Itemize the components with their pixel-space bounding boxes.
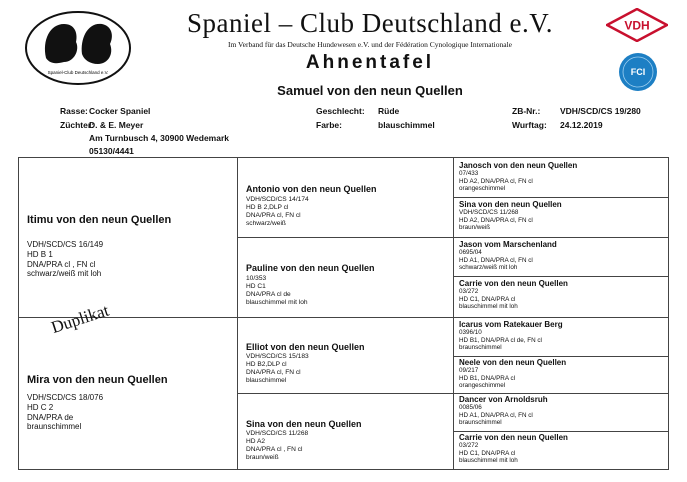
farbe-value: blauschimmel [378,120,435,130]
pedigree-detail: blauschimmel [246,377,287,385]
club-subtitle: Im Verband für das Deutsche Hundewesen e.V. und der Fédération Cynologique Internationale [227,40,513,49]
fci-logo [618,52,658,92]
pedigree-detail: braunschimmel [459,344,502,352]
pedigree-great-grandparent [453,431,669,470]
pedigree-detail: HD A2, DNA/PRA cl, FN cl [459,177,533,185]
pedigree-name: Sina von den neun Quellen [459,200,562,209]
pedigree-detail: HD C1, DNA/PRA cl [459,449,516,457]
pedigree-name: Janosch von den neun Quellen [459,161,578,170]
pedigree-detail: 03/272 [459,288,479,295]
pedigree-great-grandparent [453,393,669,432]
pedigree-detail: braunschimmel [459,419,502,427]
zuechter-label: Züchter: [60,120,94,130]
pedigree-detail: orangeschimmel [459,185,506,193]
breeder-phone: 05130/4441 [89,146,134,156]
pedigree-detail: HD A1, DNA/PRA cl, FN cl [459,411,533,419]
pedigree-great-grandparent [453,157,669,198]
farbe-label: Farbe: [316,120,342,130]
pedigree-name: Sina von den neun Quellen [246,419,362,429]
club-name: Spaniel – Club Deutschland e.V. [187,8,553,38]
geschlecht-value: Rüde [378,106,400,116]
pedigree-detail: DNA/PRA cl de [246,291,291,299]
rasse-label: Rasse: [60,106,88,116]
pedigree-grandparent [237,317,454,394]
pedigree-detail: blauschimmel mit loh [459,303,518,311]
pedigree-grandparent [237,393,454,470]
pedigree-detail: 03/272 [459,442,479,449]
duplikat-stamp: Duplikat [48,300,112,338]
pedigree-detail: HD B1, DNA/PRA cl de, FN cl [459,336,542,344]
vdh-logo-text: VDH [624,18,650,33]
pedigree-great-grandparent [453,237,669,277]
zb-label: ZB-Nr.: [512,106,541,116]
pedigree-detail: schwarz/weiß mit loh [459,264,518,272]
pedigree-detail: 0396/10 [459,329,482,336]
club-logo-text: Spaniel-Club Deutschland e.V. [47,70,109,75]
pedigree-name: Antonio von den neun Quellen [246,184,377,194]
pedigree-detail: blauschimmel mit loh [246,299,308,307]
pedigree-detail: HD A2, DNA/PRA cl, FN cl [459,216,533,224]
pedigree-detail: HD A2 [246,438,266,446]
pedigree-grandparent [237,237,454,318]
pedigree-detail: schwarz/weiß [246,220,286,228]
pedigree-detail: HD C 2 [27,402,54,412]
breeder-address: Am Turnbusch 4, 30900 Wedemark [89,133,229,143]
pedigree-detail: 10/353 [246,275,267,282]
pedigree-detail: 0085/06 [459,404,482,411]
dog-name: Samuel von den neun Quellen [277,83,463,98]
pedigree-detail: DNA/PRA cl, FN cl [246,369,301,377]
pedigree-detail: HD B 1 [27,249,53,259]
pedigree-detail: VDH/SCD/CS 18/076 [27,393,104,402]
pedigree-name: Mira von den neun Quellen [27,374,168,386]
pedigree-name: Elliot von den neun Quellen [246,342,365,352]
pedigree-detail: braun/weiß [459,224,491,232]
pedigree-detail: VDH/SCD/CS 16/149 [27,240,104,249]
wurftag-label: Wurftag: [512,120,547,130]
pedigree-detail: DNA/PRA cl, FN cl [246,212,301,220]
pedigree-name: Dancer von Arnoldsruh [459,395,548,404]
pedigree-detail: VDH/SCD/CS 14/174 [246,196,309,203]
pedigree-detail: HD C1, DNA/PRA cl [459,295,516,303]
fci-logo-text: FCI [630,67,646,77]
pedigree-detail: HD B1, DNA/PRA cl [459,374,515,382]
pedigree-detail: DNA/PRA de [27,412,74,422]
pedigree-name: Neele von den neun Quellen [459,358,567,367]
pedigree-detail: HD B 2,DLP cl [246,204,289,212]
pedigree-name: Carrie von den neun Quellen [459,279,568,288]
pedigree-great-grandparent [453,197,669,238]
vdh-logo [606,8,668,42]
pedigree-sire [18,157,238,318]
zb-value: VDH/SCD/CS 19/280 [560,106,641,116]
pedigree-detail: schwarz/weiß mit loh [27,269,102,279]
pedigree-detail: VDH/SCD/CS 11/268 [459,209,519,216]
pedigree-name: Itimu von den neun Quellen [27,214,172,226]
pedigree-name: Jason vom Marschenland [459,240,557,249]
pedigree-dam [18,317,238,470]
pedigree-name: Icarus vom Ratekauer Berg [459,320,563,329]
document-title: Ahnentafel [305,52,435,73]
pedigree-detail: HD A1, DNA/PRA cl, FN cl [459,256,533,264]
pedigree-detail: braunschimmel [27,422,82,432]
pedigree-detail: HD B2,DLP cl [246,361,287,369]
club-logo [24,10,132,86]
pedigree-detail: VDH/SCD/CS 15/183 [246,353,309,360]
pedigree-detail: 07/433 [459,170,479,177]
pedigree-detail: orangeschimmel [459,382,506,390]
pedigree-detail: HD C1 [246,283,266,291]
pedigree-detail: 09/217 [459,367,479,374]
rasse-value: Cocker Spaniel [89,106,151,116]
pedigree-detail: 0695/04 [459,249,482,256]
pedigree-detail: braun/weiß [246,454,279,462]
pedigree-detail: VDH/SCD/CS 11/268 [246,430,309,437]
wurftag-value: 24.12.2019 [560,120,603,130]
pedigree-great-grandparent [453,356,669,394]
pedigree-name: Pauline von den neun Quellen [246,263,375,273]
pedigree-name: Carrie von den neun Quellen [459,433,568,442]
zuechter-value: D. & E. Meyer [89,120,144,130]
pedigree-detail: DNA/PRA cl , FN cl [27,259,96,269]
pedigree-grandparent [237,157,454,238]
pedigree-detail: blauschimmel mit loh [459,457,518,465]
pedigree-detail: DNA/PRA cl , FN cl [246,446,303,454]
pedigree-great-grandparent [453,317,669,357]
pedigree-great-grandparent [453,276,669,318]
geschlecht-label: Geschlecht: [316,106,365,116]
